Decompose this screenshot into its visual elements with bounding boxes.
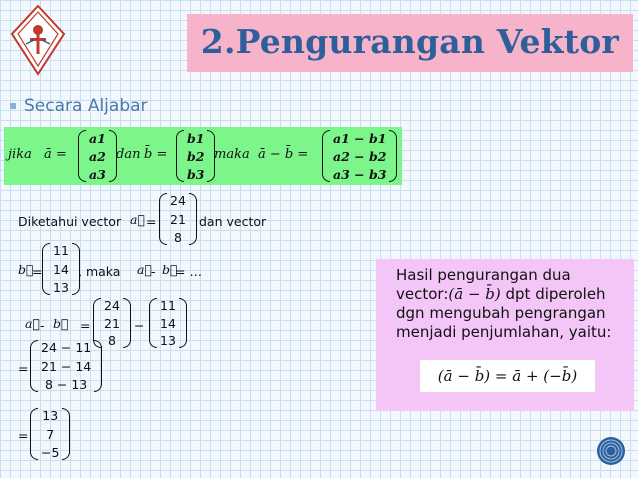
summary-inline-expr: (ā − b̄) <box>448 285 501 303</box>
bullet-item <box>10 96 148 116</box>
example-dan-vector: dan vector <box>199 214 267 229</box>
matrix-entry: 8 <box>173 230 182 245</box>
vector-a-matrix <box>78 130 117 182</box>
example-maka: , maka <box>78 264 121 279</box>
matrix-entry: 7 <box>46 426 55 442</box>
example-intro: Diketahui vector <box>18 214 122 229</box>
title-banner <box>187 14 633 72</box>
matrix-entry: a2 − b2 <box>333 149 387 164</box>
matrix-entry: 13 <box>160 333 176 348</box>
matrix-entry: a1 <box>89 131 106 146</box>
vector-a-symbol: a⃗ <box>137 262 152 277</box>
school-logo-icon <box>8 4 68 76</box>
minus-sign: - <box>151 264 156 279</box>
equals-sign: = <box>18 428 29 443</box>
result-matrix <box>30 408 70 460</box>
matrix-entry: b1 <box>187 131 205 146</box>
nav-circle-icon[interactable] <box>596 436 626 466</box>
formula-box <box>4 127 402 185</box>
summary-panel <box>376 259 634 411</box>
difference-matrix <box>322 130 397 182</box>
matrix-entry: 8 − 13 <box>44 377 88 392</box>
matrix-entry: −5 <box>41 445 60 460</box>
summary-line: menjadi penjumlahan, yaitu: <box>396 323 612 341</box>
step2-matrix <box>30 340 102 392</box>
matrix-entry: 14 <box>160 315 176 331</box>
minus-sign: - <box>40 318 45 333</box>
matrix-entry: a1 − b1 <box>333 131 387 146</box>
matrix-entry: 24 <box>170 193 186 208</box>
formula-diff-eq: ā − b̄ = <box>258 147 309 162</box>
matrix-entry: a3 − b3 <box>333 167 387 182</box>
step1-b-matrix <box>149 298 187 348</box>
vector-b-values <box>42 243 80 295</box>
matrix-entry: b3 <box>187 167 205 182</box>
matrix-entry: 11 <box>160 298 176 313</box>
vector-a-symbol: a⃗ <box>25 316 40 331</box>
summary-line: Hasil pengurangan dua <box>396 266 571 284</box>
matrix-entry: 14 <box>53 261 69 277</box>
formula-maka: maka <box>214 147 250 162</box>
vector-a-values <box>159 193 197 245</box>
matrix-entry: 21 <box>104 315 120 331</box>
matrix-entry: 13 <box>42 408 59 423</box>
formula-jika: jika <box>8 147 32 162</box>
matrix-entry: a3 <box>89 167 106 182</box>
matrix-entry: 24 <box>104 298 120 313</box>
summary-line: dpt diperoleh <box>505 285 606 303</box>
equals-sign: = <box>146 214 157 229</box>
summary-vector-label: vector: <box>396 285 449 303</box>
matrix-entry: 21 <box>170 211 186 227</box>
summary-text <box>396 266 636 342</box>
slide-title: 2.Pengurangan Vektor <box>200 22 619 61</box>
formula-dan: dan <box>116 147 141 162</box>
vector-b-symbol: b⃗ <box>162 262 178 277</box>
summary-line-2 <box>396 285 636 304</box>
formula-b-eq: b̄ = <box>144 147 168 162</box>
bullet-square-icon <box>10 103 16 109</box>
formula-a-eq: ā = <box>44 147 67 162</box>
ellipsis-equals: = … <box>175 264 202 279</box>
matrix-entry: 21 − 14 <box>41 358 92 374</box>
matrix-entry: 24 − 11 <box>41 340 92 355</box>
minus-sign: − <box>134 318 145 333</box>
matrix-entry: b2 <box>187 149 205 164</box>
vector-b-symbol: b⃗ <box>53 316 69 331</box>
matrix-entry: 13 <box>53 280 69 295</box>
vector-a-symbol: a⃗ <box>130 212 145 227</box>
equals-sign: = <box>32 264 43 279</box>
result-formula: (ā − b̄) = ā + (−b̄) <box>420 360 595 392</box>
matrix-entry: 8 <box>107 333 116 348</box>
vector-b-matrix <box>176 130 215 182</box>
summary-line: dgn mengubah pengrangan <box>396 304 606 322</box>
bullet-label: Secara Aljabar <box>24 96 148 116</box>
matrix-entry: 11 <box>53 243 69 258</box>
vector-b-symbol: b⃗ <box>18 262 34 277</box>
equals-sign: = <box>18 361 29 376</box>
matrix-entry: a2 <box>89 149 106 164</box>
equals-sign: = <box>80 318 91 333</box>
